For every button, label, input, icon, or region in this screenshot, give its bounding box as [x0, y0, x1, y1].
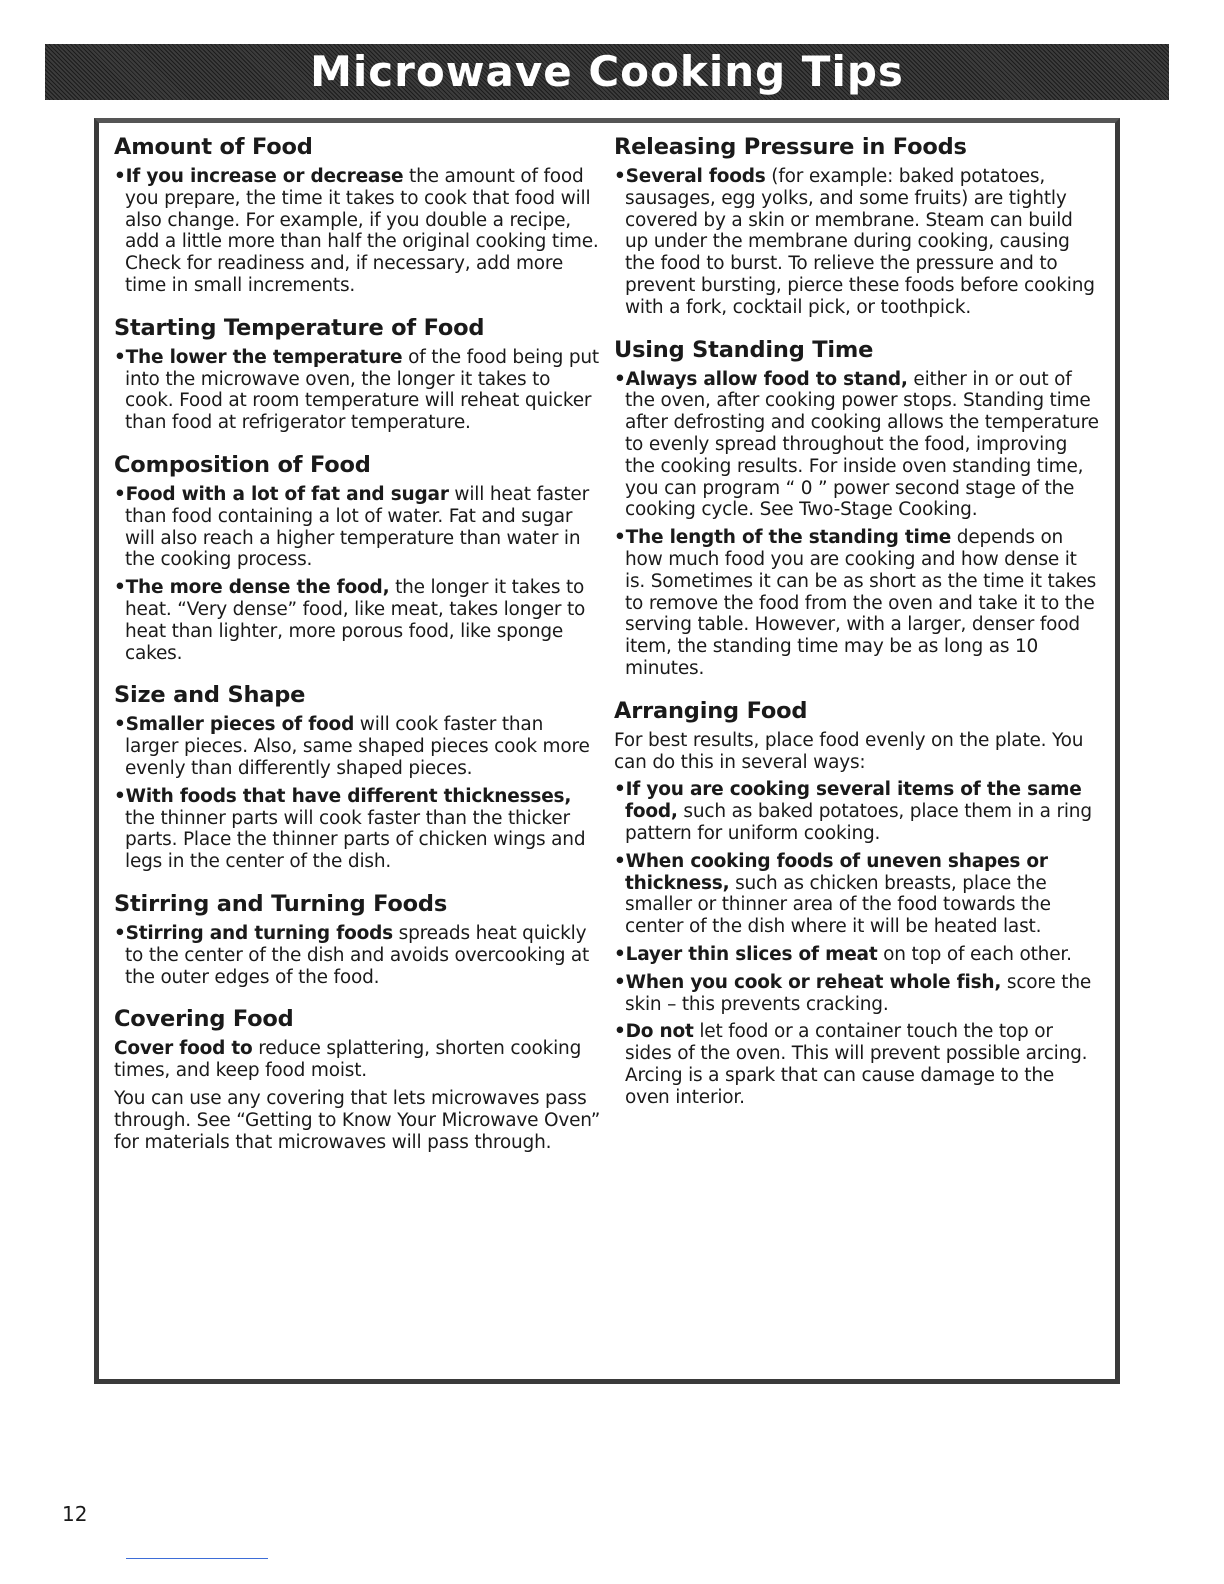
tip-lead: •Always allow food to stand, [614, 368, 908, 390]
tip-lead: •When you cook or reheat whole fish, [614, 971, 1002, 993]
tip-item [614, 779, 1100, 844]
section-size-and-shape [114, 682, 602, 873]
paragraph-text: You can use any covering that lets microwaves pass through. See “Getting to Know Your Microwave Oven” for materials that microwaves will pass through. [114, 1087, 601, 1153]
tip-lead: •If you increase or decrease [114, 166, 404, 187]
tip-item [614, 1021, 1100, 1108]
section-arranging-food [614, 698, 1100, 1109]
tip-text: will heat faster than food containing a lot of water. Fat and sugar will also reach a higher temperature than water in the cooking process. [125, 483, 589, 571]
section-heading: Size and Shape [114, 682, 306, 709]
tip-text: such as chicken breasts, place the smaller or thinner area of the food towards the center of the dish where it will be heated last. [625, 872, 1051, 938]
tip-item [614, 944, 1100, 966]
tip-item [614, 851, 1100, 938]
left-column [114, 134, 602, 1171]
tip-item [114, 347, 602, 434]
section-composition-of-food [114, 452, 602, 664]
tip-lead: •With foods that have different thicknesses, [114, 785, 572, 807]
tip-text: will cook faster than larger pieces. Also, same shaped pieces cook more evenly than differently shaped pieces. [125, 714, 590, 779]
tip-text: of the food being put into the microwave oven, the longer it takes to cook. Food at room temperature will reheat quicker than food at refrigerator temperature. [125, 346, 599, 434]
tip-text: (for example: baked potatoes, sausages, egg yolks, and some fruits) are tightly covered by a skin or membrane. Steam can build up under the membrane during cooking, causing the food to burst. To relieve the pressure and to prevent bursting, pierce these foods before cooking with a fork, cocktail pick, or toothpick. [625, 166, 1095, 318]
tip-text: such as baked potatoes, place them in a ring pattern for uniform cooking. [625, 801, 1092, 844]
section-heading: Arranging Food [614, 697, 808, 724]
tip-item [614, 972, 1100, 1016]
section-using-standing-time [614, 337, 1100, 680]
tip-lead: •The lower the temperature [114, 346, 403, 368]
tip-text: spreads heat quickly to the center of the dish and avoids overcooking at the outer edges of the food. [125, 922, 590, 988]
section-heading: Composition of Food [114, 451, 371, 478]
tip-lead: •Layer thin slices of meat [614, 943, 878, 965]
tip-text: the amount of food you prepare, the time it takes to cook that food will also change. For example, if you double a recipe, add a little more than half the original cooking time. Check for readiness and, if necessary, add more time in small increments. [125, 166, 599, 296]
section-stirring-and-turning [114, 891, 602, 988]
page-title: Microwave Cooking Tips [310, 47, 904, 96]
tip-item [114, 923, 602, 988]
tip-lead: •Several foods [614, 166, 766, 187]
tip-text: let food or a container touch the top or sides of the oven. This will prevent possible arcing. Arcing is a spark that can cause damage to the oven interior. [625, 1021, 1088, 1108]
tip-item [114, 577, 602, 664]
tip-text: depends on how much food you are cooking and how dense it is. Sometimes it can be as short as the time it takes to remove the food from the oven and take it to the serving table. However, with a larger, denser food item, the standing time may be as long as 10 minutes. [625, 527, 1097, 679]
tip-item [614, 527, 1100, 680]
title-banner [45, 44, 1169, 100]
page-number: 12 [62, 1502, 88, 1526]
tip-lead: •Smaller pieces of food [114, 714, 355, 736]
tip-lead: •Food with a lot of fat and sugar [114, 483, 449, 505]
tip-text: the longer it takes to heat. “Very dense” food, like meat, takes longer to heat than lighter, more porous food, like sponge cakes. [125, 577, 586, 664]
section-intro: For best results, place food evenly on the plate. You can do this in several ways: [614, 729, 1084, 773]
section-amount-of-food [114, 134, 602, 297]
tip-text: either in or out of the oven, after cooking power stops. Standing time after defrosting and cooking allows the temperature to evenly spread throughout the food, improving the cooking results. For inside oven standing time, you can program “ 0 ” power second stage of the cooking cycle. See Two-Stage Cooking. [625, 368, 1099, 521]
tip-lead: •If you are cooking several items of the same food, [614, 779, 1082, 823]
tip-lead: •The more dense the food, [114, 577, 390, 599]
tip-item [114, 484, 602, 571]
paragraph-lead: Cover food to [114, 1038, 253, 1060]
section-heading: Covering Food [114, 1006, 294, 1033]
tip-item [614, 166, 1100, 319]
section-heading: Using Standing Time [614, 336, 874, 363]
tip-lead: •Do not [614, 1021, 694, 1043]
paragraph [114, 1038, 602, 1082]
section-starting-temperature [114, 315, 602, 434]
section-heading: Amount of Food [114, 134, 313, 160]
section-heading: Stirring and Turning Foods [114, 890, 448, 917]
right-column [614, 134, 1100, 1126]
tip-item [114, 786, 602, 873]
tip-item [614, 369, 1100, 522]
tip-item [114, 714, 602, 779]
section-covering-food [114, 1006, 602, 1153]
tip-text: the thinner parts will cook faster than the thicker parts. Place the thinner parts of chicken wings and legs in the center of the dish. [125, 807, 586, 873]
tip-item [114, 166, 602, 297]
tip-text: on top of each other. [877, 943, 1072, 965]
tip-lead: •The length of the standing time [614, 527, 952, 549]
tip-text: score the skin – this prevents cracking. [625, 971, 1092, 1015]
paragraph [114, 1088, 602, 1153]
tip-lead: •Stirring and turning foods [114, 922, 393, 944]
section-heading: Releasing Pressure in Foods [614, 134, 967, 160]
section-heading: Starting Temperature of Food [114, 314, 485, 341]
tip-lead: •When cooking foods of uneven shapes or thickness, [614, 850, 1048, 894]
paragraph-text: reduce splattering, shorten cooking times, and keep food moist. [114, 1038, 582, 1082]
section-releasing-pressure [614, 134, 1100, 319]
footer-rule [126, 1558, 268, 1559]
